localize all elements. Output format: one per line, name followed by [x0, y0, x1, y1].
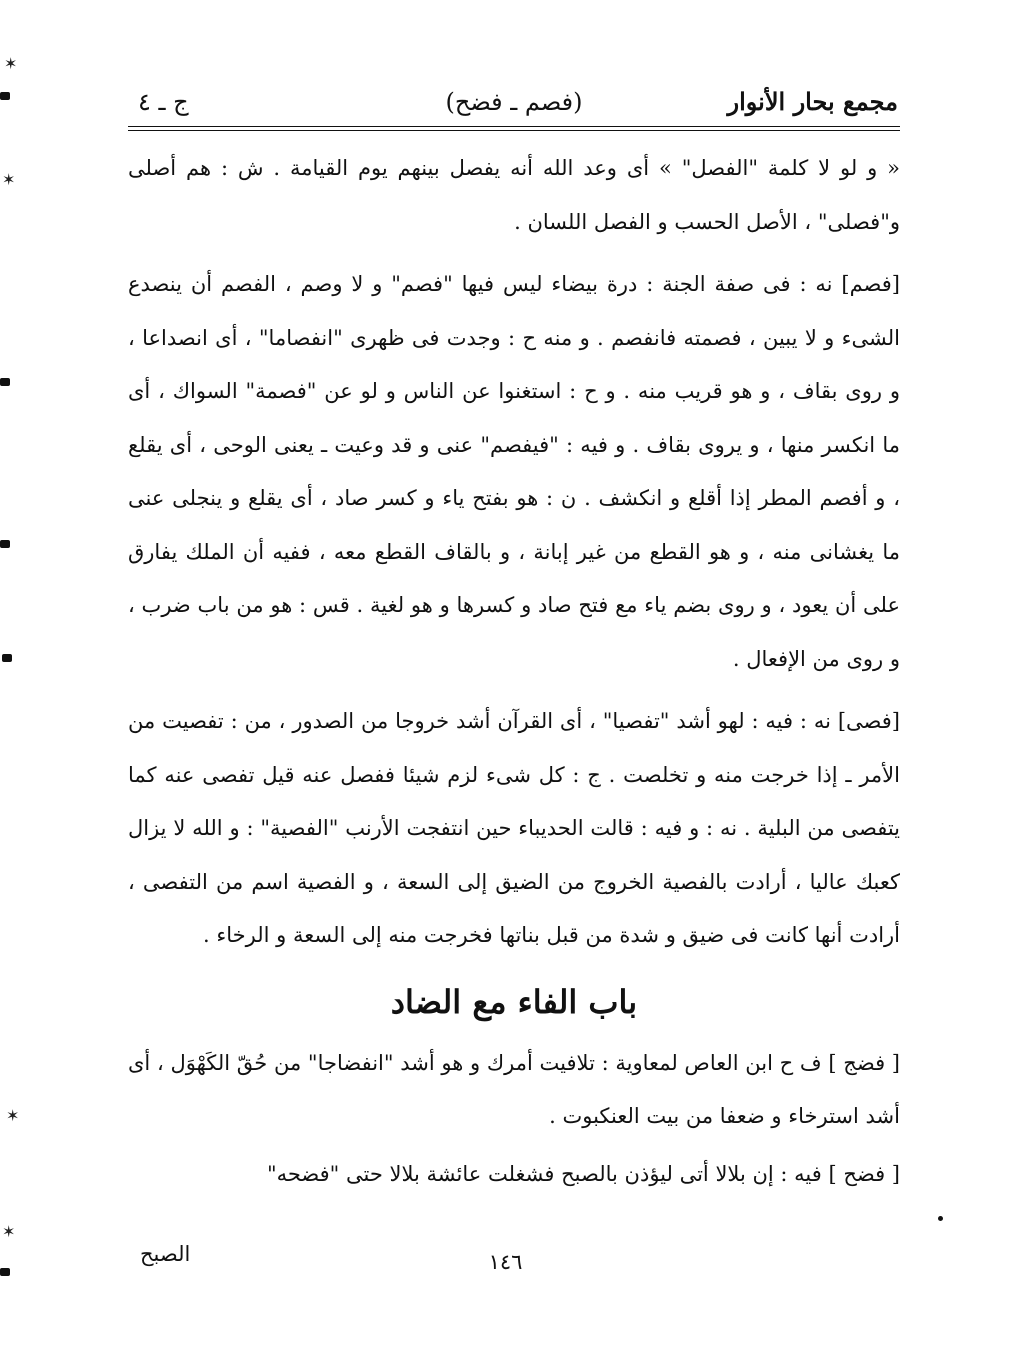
paragraph-fasl: « و لو لا كلمة "الفصل" » أى وعد الله أنه يفصل بينهم يوم القيامة . ش : هم أصلى و"فصلى" ، الأصل الحسب و الفصل اللسان . [128, 156, 900, 234]
volume-number: ج ـ ٤ [138, 88, 189, 116]
page-body [128, 142, 900, 1201]
book-title: مجمع بحار الأنوار [727, 87, 898, 116]
header-rule-inner [128, 130, 900, 131]
margin-mark: ✶ [4, 54, 18, 73]
paragraph-fadaj: [ فضج ] ف ح ابن العاص لمعاوية : تلافيت أمرك و هو أشد "انفضاجا" من حُقّ الكَهْوَل ، أى أشد استرخاء و ضعفا من بيت العنكبوت . [128, 1050, 900, 1128]
margin-mark: ✶ [2, 170, 16, 189]
entry-range: (فصم ـ فضح) [445, 88, 583, 116]
catchword: الصبح [140, 1242, 191, 1266]
running-header [130, 86, 898, 122]
chapter-heading: باب الفاء مع الضاد [390, 982, 638, 1021]
margin-mark [0, 378, 10, 386]
paragraph-fadah: [ فضح ] فيه : إن بلالا أتى ليؤذن بالصبح فشغلت عائشة بلالا حتى "فضحه" [266, 1161, 900, 1186]
paragraph-fasa: [فصى] نه : فيه : لهو أشد "تفصيا" ، أى القرآن أشد خروجا من الصدور ، من : تفصيت من الأمر ـ إذا خرجت منه و تخلصت . ج : كل شىء لزم شيئا ففصل عنه قيل تفصى عنه كما يتفصى من البلية . نه : و فيه : قالت الحديباء حين انتفجت الأرنب "الفصية" : و الله لا يزال كعبك عاليا ، أرادت بالفصية الخروج من الضيق إلى السعة ، و الفصية اسم من التفصى ، أرادت أنها كانت فى ضيق و شدة من قبل بناتها فخرجت منه إلى السعة و الرخاء . [128, 709, 900, 947]
margin-dot [938, 1216, 943, 1221]
page-number: ١٤٦ [488, 1250, 523, 1274]
margin-mark [0, 92, 10, 100]
margin-mark: ✶ [6, 1106, 20, 1125]
paragraph-fasm: [فصم] نه : فى صفة الجنة : درة بيضاء ليس فيها "فصم" و لا وصم ، الفصم أن ينصدع الشىء و لا يبين ، فصمته فانفصم . و منه ح : وجدت فى ظهرى "انفصاما" ، أى انصداعا ، و روى بقاف ، و هو قريب منه . و ح : استغنوا عن الناس و لو عن "فصمة" السواك ، أى ما انكسر منها ، و يروى بقاف . و فيه : "فيفصم" عنى و قد وعيت ـ يعنى الوحى ، أى يقلع ، و أفصم المطر إذا أقلع و انكشف . ن : هو بفتح ياء و كسر صاد ، أى يقلع و ينجلى عنى ما يغشانى منه ، و هو القطع من غير إبانة ، و بالقاف القطع معه ، ففيه أن الملك يفارق على أن يعود ، و روى بضم ياء مع فتح صاد و كسرها و هو لغية . قس : هو من باب ضرب ، و روى من الإفعال . [128, 272, 900, 671]
margin-mark [2, 654, 12, 662]
header-rule [128, 126, 900, 127]
margin-mark: ✶ [2, 1222, 16, 1241]
margin-mark [0, 540, 10, 548]
